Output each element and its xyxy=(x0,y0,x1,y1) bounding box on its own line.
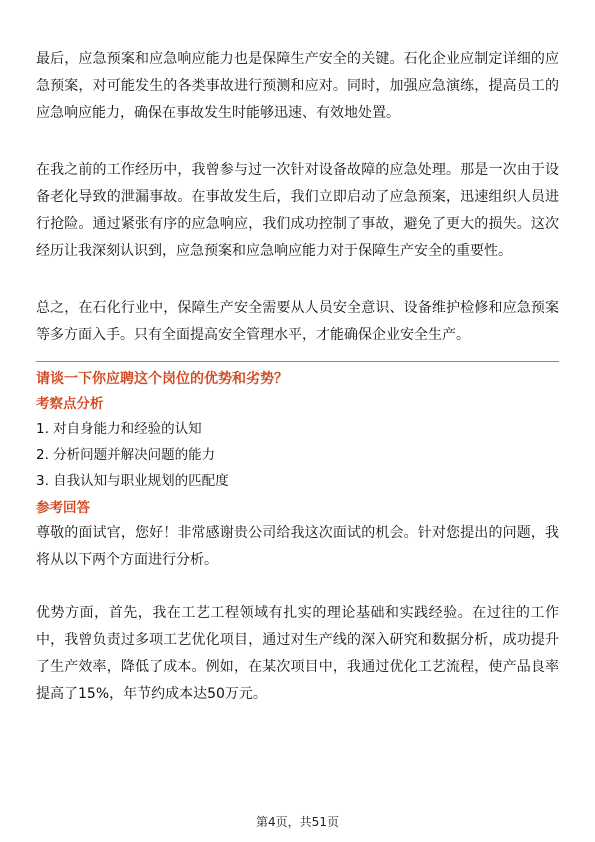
answer-label: 参考回答 xyxy=(36,500,90,516)
list-item: 2. 分析问题并解决问题的能力 xyxy=(36,447,216,463)
analysis-label: 考察点分析 xyxy=(36,396,104,412)
paragraph-work-experience: 在我之前的工作经历中，我曾参与过一次针对设备故障的应急处理。那是一次由于设备老化导致的泄漏事故。在事故发生后，我们立即启动了应急预案，迅速组织人员进行抢险。通过紧张有序的应急响应，我们成功控制了事故，避免了更大的损失。这次经历让我深刻认识到，应急预案和应急响应能力对于保障生产安全的重要性。 xyxy=(36,162,559,259)
answer-paragraph-intro: 尊敬的面试官，您好！非常感谢贵公司给我这次面试的机会。针对您提出的问题，我将从以下两个方面进行分析。 xyxy=(36,525,559,568)
list-item: 1. 对自身能力和经验的认知 xyxy=(36,421,202,437)
section-divider xyxy=(36,361,559,362)
list-item: 3. 自我认知与职业规划的匹配度 xyxy=(36,473,229,489)
answer-paragraph-strengths: 优势方面，首先，我在工艺工程领域有扎实的理论基础和实践经验。在过往的工作中，我曾负责过多项工艺优化项目，通过对生产线的深入研究和数据分析，成功提升了生产效率，降低了成本。例如，在某次项目中，我通过优化工艺流程，使产品良率提高了15%，年节约成本达50万元。 xyxy=(36,605,559,702)
paragraph-emergency-plan: 最后，应急预案和应急响应能力也是保障生产安全的关键。石化企业应制定详细的应急预案，对可能发生的各类事故进行预测和应对。同时，加强应急演练，提高员工的应急响应能力，确保在事故发生时能够迅速、有效地处置。 xyxy=(36,51,559,121)
document-page xyxy=(36,46,559,708)
paragraph-summary: 总之，在石化行业中，保障生产安全需要从人员安全意识、设备维护检修和应急预案等多方面入手。只有全面提高安全管理水平，才能确保企业安全生产。 xyxy=(36,300,559,343)
analysis-points-list xyxy=(36,416,559,494)
question-title: 请谈一下你应聘这个岗位的优势和劣势？ xyxy=(36,371,288,387)
page-number-footer: 第4页，共51页 xyxy=(256,815,339,829)
